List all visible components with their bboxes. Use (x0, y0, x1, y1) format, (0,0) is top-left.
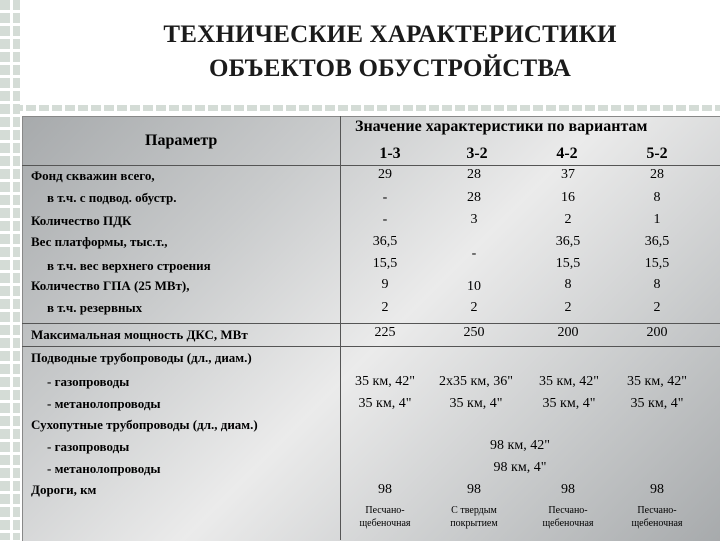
value-cell: 15,5 (644, 256, 670, 271)
value-cell: 28 (650, 167, 664, 182)
param-label: Дороги, км (31, 482, 97, 497)
title-line-1: ТЕХНИЧЕСКИЕ ХАРАКТЕРИСТИКИ (163, 21, 617, 48)
value-cell: 1 (653, 212, 661, 227)
value-cell: 36,5 (372, 234, 398, 249)
value-cell: 35 км, 4" (630, 396, 684, 411)
value-cell: 35 км, 4" (449, 396, 503, 411)
decorative-horizontal-stripe (0, 105, 720, 111)
param-header: Параметр (145, 132, 218, 149)
value-cell: 2 (564, 212, 572, 227)
param-label: Количество ГПА (25 МВт), (31, 278, 190, 293)
variant-header: 4-2 (556, 145, 578, 162)
road-type-line: покрытием (450, 518, 498, 529)
value-cell: 35 км, 4" (358, 396, 412, 411)
value-cell: - (471, 246, 477, 261)
value-cell: 9 (381, 277, 389, 292)
value-cell: 2 (564, 300, 572, 315)
value-cell: 35 км, 42" (627, 374, 687, 389)
value-cell: 98 (378, 482, 392, 497)
road-type-line: щебеночная (542, 518, 594, 529)
road-type-line: щебеночная (631, 518, 683, 529)
variant-header: 5-2 (646, 145, 668, 162)
value-cell: 98 (650, 482, 664, 497)
road-type-line: щебеночная (359, 518, 411, 529)
param-label: Фонд скважин всего, (31, 168, 155, 183)
decorative-side-stripe (0, 0, 20, 540)
value-cell: 15,5 (372, 256, 398, 271)
road-type-cell (614, 504, 700, 530)
value-cell: 8 (564, 277, 572, 292)
road-type-line: Песчано- (365, 505, 405, 516)
road-type-cell (525, 504, 611, 530)
value-cell: 3 (470, 212, 478, 227)
value-cell: 35 км, 42" (539, 374, 599, 389)
title-line-2: ОБЪЕКТОВ ОБУСТРОЙСТВА (209, 55, 571, 82)
road-type-line: Песчано- (637, 505, 677, 516)
param-label: Подводные трубопроводы (дл., диам.) (31, 350, 252, 365)
road-type-cell (431, 504, 517, 530)
row-separator (22, 346, 720, 347)
param-label: в т.ч. с подвод. обустр. (47, 190, 177, 205)
param-label: - газопроводы (47, 374, 130, 389)
value-cell: 98 км, 4" (493, 460, 547, 475)
value-cell: 98 км, 42" (490, 438, 550, 453)
value-cell: 2х35 км, 36" (439, 374, 513, 389)
param-label: Количество ПДК (31, 213, 132, 228)
value-cell: 36,5 (644, 234, 670, 249)
param-label: - газопроводы (47, 439, 130, 454)
param-label: - метанолопроводы (47, 396, 161, 411)
column-separator (340, 116, 341, 540)
value-cell: 8 (653, 277, 661, 292)
road-type-cell (342, 504, 428, 530)
value-cell: 10 (467, 279, 481, 294)
header-separator (22, 165, 720, 166)
value-cell: 98 (561, 482, 575, 497)
road-type-line: Песчано- (548, 505, 588, 516)
value-cell: 8 (653, 190, 661, 205)
value-cell: 16 (561, 190, 575, 205)
road-type-line: С твердым (451, 505, 497, 516)
variant-header: 1-3 (379, 145, 401, 162)
value-cell: 36,5 (555, 234, 581, 249)
param-label: Максимальная мощность ДКС, МВт (31, 327, 248, 342)
value-cell: - (382, 190, 388, 205)
value-cell: 200 (646, 325, 668, 340)
param-label: в т.ч. вес верхнего строения (47, 258, 211, 273)
param-label: в т.ч. резервных (47, 300, 143, 315)
value-cell: 200 (557, 325, 579, 340)
value-cell: 15,5 (555, 256, 581, 271)
value-cell: 35 км, 4" (542, 396, 596, 411)
variant-header: 3-2 (466, 145, 488, 162)
value-header: Значение характеристики по вариантам (355, 118, 648, 135)
row-separator (22, 323, 720, 324)
value-cell: 29 (378, 167, 392, 182)
value-cell: 98 (467, 482, 481, 497)
value-cell: - (382, 212, 388, 227)
value-cell: 225 (374, 325, 396, 340)
param-label: Вес платформы, тыс.т., (31, 234, 168, 249)
value-cell: 28 (467, 190, 481, 205)
value-cell: 28 (467, 167, 481, 182)
value-cell: 37 (561, 167, 575, 182)
page-title (90, 18, 690, 86)
value-cell: 2 (470, 300, 478, 315)
value-cell: 2 (653, 300, 661, 315)
value-cell: 250 (463, 325, 485, 340)
value-cell: 2 (381, 300, 389, 315)
value-cell: 35 км, 42" (355, 374, 415, 389)
param-label: Сухопутные трубопроводы (дл., диам.) (31, 417, 258, 432)
param-label: - метанолопроводы (47, 461, 161, 476)
